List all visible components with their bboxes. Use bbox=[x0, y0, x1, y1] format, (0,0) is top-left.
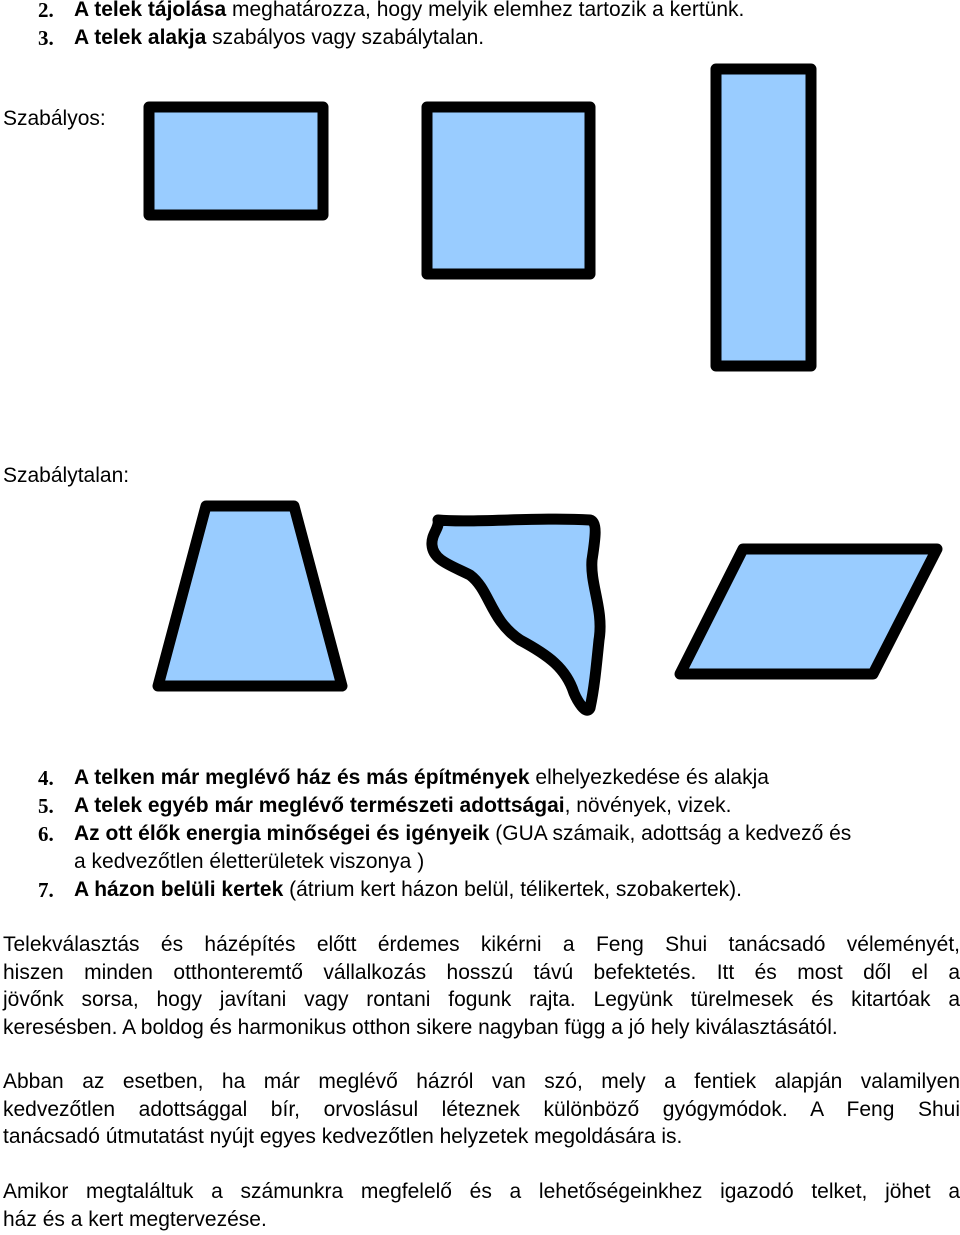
list-item-text: , növények, vizek. bbox=[564, 794, 732, 817]
list-item-text: a kedvezőtlen életterületek viszonya ) bbox=[74, 850, 425, 873]
trapezoid-shape bbox=[158, 506, 342, 686]
list-item-text: szabályos vagy szabálytalan. bbox=[206, 26, 485, 49]
list-item-text: (átrium kert házon belül, télikertek, szobakertek). bbox=[283, 878, 742, 901]
paragraph-line: tanácsadó útmutatást nyújt egyes kedvezőtlen helyzetek megoldására is. bbox=[3, 1125, 683, 1148]
list-item-bold: A telek tájolása bbox=[74, 0, 227, 21]
list-item-bold: A telek egyéb már meglévő természeti adottságai bbox=[74, 794, 565, 817]
paragraph bbox=[3, 1178, 960, 1233]
irregular-label: Szabálytalan: bbox=[3, 464, 130, 487]
list-item-bold: Az ott élők energia minőségei és igényeik bbox=[74, 822, 490, 845]
list-number: 4. bbox=[38, 766, 54, 790]
list-item-bold: A telken már meglévő ház és más építmények bbox=[74, 766, 530, 789]
paragraph-line: jövőnk sorsa, hogy javítani vagy rontani fogunk rajta. Legyünk türelmesek és kitartóak a bbox=[3, 988, 960, 1011]
list-item-text: elhelyezkedése és alakja bbox=[529, 766, 769, 789]
paragraph bbox=[3, 931, 960, 1041]
list-number: 7. bbox=[38, 878, 54, 902]
landscape-rectangle-shape bbox=[149, 107, 323, 215]
paragraph bbox=[3, 1068, 960, 1151]
tall-rectangle-shape bbox=[716, 69, 811, 366]
paragraph-line: ház és a kert megtervezése. bbox=[3, 1207, 267, 1231]
paragraph-line: Abban az esetben, ha már meglévő házról van szó, mely a fentiek alapján valamilyen bbox=[3, 1070, 960, 1093]
list-number: 2. bbox=[38, 0, 54, 22]
list-number: 6. bbox=[38, 822, 54, 846]
regular-label: Szabályos: bbox=[3, 107, 106, 130]
list-number: 5. bbox=[38, 794, 54, 818]
list-item-bold: A telek alakja bbox=[74, 26, 207, 49]
list-number: 3. bbox=[38, 26, 54, 50]
list-item-text: meghatározza, hogy melyik elemhez tartozik a kertünk. bbox=[226, 0, 745, 21]
paragraph-line: hiszen minden otthonteremtő vállalkozás hosszú távú befektetés. Itt és most dől el a bbox=[3, 960, 960, 984]
paragraph-line: Telekválasztás és házépítés előtt érdemes kikérni a Feng Shui tanácsadó véleményét, bbox=[3, 933, 960, 956]
paragraph-line: kedvezőtlen adottsággal bír, orvoslásul léteznek különböző gyógymódok. A Feng Shui bbox=[3, 1097, 960, 1121]
list-item-bold: A házon belüli kertek bbox=[74, 878, 284, 901]
irregular-plot-shape bbox=[432, 519, 600, 710]
list-item-text: (GUA számaik, adottság a kedvező és bbox=[489, 822, 852, 845]
parallelogram-shape bbox=[680, 549, 937, 674]
paragraph-line: Amikor megtaláltuk a számunkra megfelelő és a lehetőségeinkhez igazodó telket, jöhet a bbox=[3, 1180, 960, 1203]
square-shape bbox=[427, 107, 590, 274]
paragraph-line: keresésben. A boldog és harmonikus otthon sikere nagyban függ a jó hely kiválasztásától. bbox=[3, 1015, 838, 1039]
